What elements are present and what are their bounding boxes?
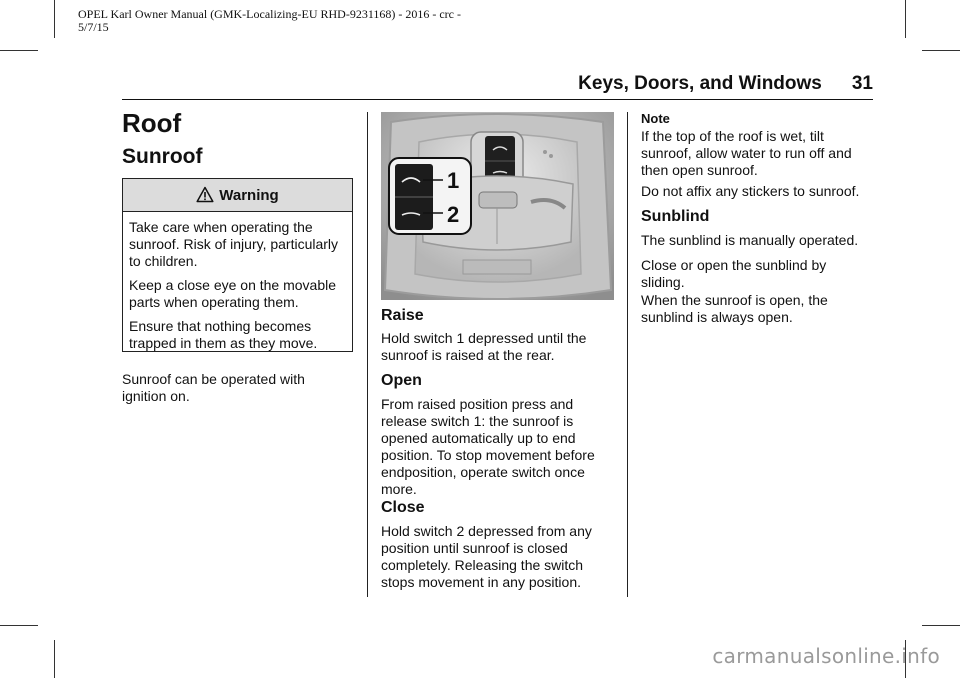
section-heading-roof: Roof	[122, 108, 182, 138]
warning-body	[123, 212, 352, 352]
crop-mark	[0, 625, 38, 626]
heading-close: Close	[381, 499, 425, 516]
column-divider	[367, 112, 368, 597]
switch-illustration	[381, 112, 614, 300]
warning-paragraph: Keep a close eye on the movable parts when operating them.	[129, 277, 337, 310]
crop-mark	[922, 50, 960, 51]
note-text: If the top of the roof is wet, tilt sunroof, allow water to run off and then open sunroof.	[641, 128, 852, 178]
warning-icon	[196, 186, 214, 204]
warning-header	[123, 179, 352, 212]
column-divider	[627, 112, 628, 597]
crop-mark	[54, 0, 55, 38]
document-header	[78, 8, 461, 34]
heading-raise: Raise	[381, 307, 424, 324]
sunroof-intro: Sunroof can be operated with ignition on.	[122, 371, 305, 404]
running-head	[578, 73, 873, 95]
doc-header-line1: OPEL Karl Owner Manual (GMK-Localizing-EU RHD-9231168) - 2016 - crc -	[78, 7, 462, 21]
crop-mark	[922, 625, 960, 626]
page-number: 31	[851, 73, 873, 94]
note-text-stickers: Do not affix any stickers to sunroof.	[641, 183, 860, 199]
doc-header-line2: 5/7/15	[78, 20, 109, 34]
sunblind-paragraph: When the sunroof is open, the sunblind is always open.	[641, 292, 828, 325]
heading-open: Open	[381, 372, 422, 389]
section-title: Keys, Doors, and Windows	[578, 73, 822, 94]
crop-mark	[54, 640, 55, 678]
subheading-sunroof: Sunroof	[122, 145, 203, 168]
header-rule	[122, 99, 873, 100]
text-raise: Hold switch 1 depressed until the sunroof is raised at the rear.	[381, 330, 587, 363]
heading-sunblind: Sunblind	[641, 208, 710, 225]
sunblind-paragraph: Close or open the sunblind by sliding.	[641, 257, 827, 290]
callout-2: 2	[447, 202, 460, 227]
crop-mark	[905, 0, 906, 38]
callout-1: 1	[447, 168, 460, 193]
warning-title: Warning	[219, 186, 279, 204]
watermark: carmanualsonline.info	[712, 644, 940, 668]
sunroof-switch-photo	[381, 112, 614, 300]
crop-mark	[0, 50, 38, 51]
sunblind-paragraph: The sunblind is manually operated.	[641, 232, 859, 248]
warning-paragraph: Ensure that nothing becomes trapped in them as they move.	[129, 318, 318, 351]
note-label: Note	[641, 111, 670, 126]
text-open: From raised position press and release switch 1: the sunroof is opened automatically up to end position. To stop movement before endposition, operate switch once more.	[381, 396, 595, 497]
text-close: Hold switch 2 depressed from any position until sunroof is closed completely. Releasing the switch stops movement in any position.	[381, 523, 592, 590]
warning-paragraph: Take care when operating the sunroof. Risk of injury, particularly to children.	[129, 219, 339, 269]
warning-box	[122, 178, 353, 352]
